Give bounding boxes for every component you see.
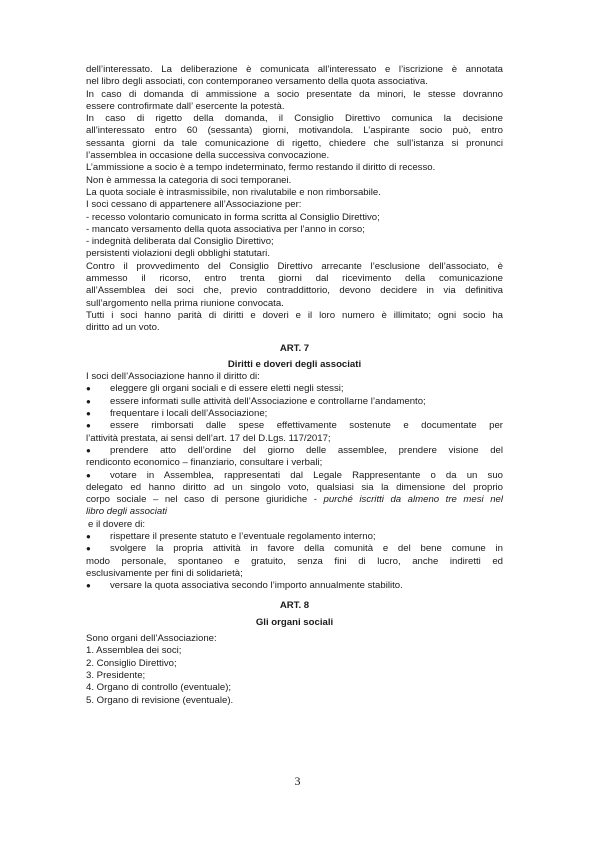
text-line: sessanta giorni da tale comunicazione di rigetto, chiedere che sull’istanza si pronunci [86, 137, 503, 149]
intro-section [86, 64, 503, 335]
list-item-continuation [86, 494, 503, 506]
article-title: Diritti e doveri degli associati [227, 358, 362, 370]
list-item [86, 543, 503, 555]
list-item-text: votare in Assemblea, rappresentati dal Legale Rappresentante o da un suo [110, 469, 503, 481]
list-item [86, 420, 503, 432]
text-line: In caso di rigetto della domanda, il Consiglio Direttivo comunica la decisione [86, 113, 503, 125]
text-line: - mancato versamento della quota associativa per l’anno in corso; [86, 223, 365, 235]
list-item-text: eleggere gli organi sociali e di essere eletti negli stessi; [110, 383, 344, 395]
text-line: - indegnità deliberata dal Consiglio Direttivo; [86, 236, 274, 248]
article-heading: ART. 7 [279, 342, 310, 354]
text-line: L’ammissione a socio è a tempo indeterminato, fermo restando il diritto di recesso. [86, 162, 436, 174]
text-line: Contro il provvedimento del Consiglio Direttivo arrecante l’esclusione dell’associato, è [86, 260, 503, 272]
list-item: 3. Presidente; [86, 669, 146, 681]
text-line: diritto ad un voto. [86, 322, 160, 334]
list-item: 4. Organo di controllo (eventuale); [86, 682, 232, 694]
bullet-dot-icon: ● [86, 384, 91, 394]
list-item-continuation: l’attività prestata, ai sensi dell’art. 17 del D.Lgs. 117/2017; [86, 432, 331, 444]
bullet-dot-icon: ● [86, 531, 91, 541]
list-item-text: frequentare i locali dell’Associazione; [110, 408, 268, 420]
bullet-dot-icon: ● [86, 445, 91, 455]
list-item [86, 531, 503, 543]
page-number: 3 [294, 774, 301, 788]
continuation-italic: purché iscritti da almeno tre mesi nel [323, 494, 503, 506]
text-line: - recesso volontario comunicato in forma scritta al Consiglio Direttivo; [86, 211, 380, 223]
text-line: nel libro degli associati, con contemporaneo versamento della quota associativa. [86, 76, 428, 88]
bullet-dot-icon: ● [86, 409, 91, 419]
duties-intro: e il dovere di: [88, 518, 146, 530]
organs-intro: Sono organi dell’Associazione: [86, 633, 217, 645]
article-7 [86, 343, 503, 593]
text-line: all’Assemblea dei soci che, previo contraddittorio, devono decidere in via definitiva [86, 285, 503, 297]
text-line: La quota sociale è intrasmissibile, non rivalutabile e non rimborsabile. [86, 186, 381, 198]
text-line: Non è ammessa la categoria di soci temporanei. [86, 174, 292, 186]
list-item-text: versare la quota associativa secondo l’importo annualmente stabilito. [110, 580, 403, 592]
list-item: 5. Organo di revisione (eventuale). [86, 694, 234, 706]
text-line: Tutti i soci hanno parità di diritti e doveri e il loro numero è illimitato; ogni socio ha [86, 309, 503, 321]
text-line: sull’argomento nella prima riunione convocata. [86, 297, 284, 309]
list-item: 2. Consiglio Direttivo; [86, 657, 177, 669]
bullet-dot-icon: ● [86, 544, 91, 554]
text-line: essere controfirmate dall’ esercente la potestà. [86, 100, 285, 112]
list-item-continuation: libro degli associati [86, 506, 168, 518]
text-line: all’interessato entro 60 (sessanta) giorni, motivandola. L’aspirante socio può, entro [86, 125, 503, 137]
list-item-continuation: rendiconto economico – finanziario, consultare i verbali; [86, 457, 323, 469]
bullet-dot-icon: ● [86, 421, 91, 431]
bullet-dot-icon: ● [86, 470, 91, 480]
list-item-continuation: esclusivamente per fini di solidarietà; [86, 567, 243, 579]
list-item: 1. Assemblea dei soci; [86, 645, 182, 657]
bullet-dot-icon: ● [86, 581, 91, 591]
text-line: l’assemblea in occasione della successiva convocazione. [86, 150, 330, 162]
list-item-continuation: delegato ed hanno diritto ad un singolo voto, qualsiasi sia la dimensione del proprio [86, 481, 503, 493]
text-line: I soci cessano di appartenere all’Associazione per: [86, 199, 302, 211]
text-line: persistenti violazioni degli obblighi statutari. [86, 248, 270, 260]
text-line: dell’interessato. La deliberazione è comunicata all’interessato e l’iscrizione è annotata [86, 64, 503, 75]
bullet-dot-icon: ● [86, 396, 91, 406]
list-item-text: svolgere la propria attività in favore della comunità e del bene comune in [110, 543, 503, 555]
article-heading: ART. 8 [279, 600, 310, 612]
text-line: In caso di domanda di ammissione a socio presentate da minori, le stesse dovranno [86, 88, 503, 100]
list-item [86, 408, 503, 420]
list-item [86, 383, 503, 395]
list-item [86, 580, 503, 592]
continuation-plain: corpo sociale – nel caso di persone giuridiche - [86, 494, 324, 506]
list-item-continuation: modo personale, spontaneo e gratuito, senza fini di lucro, anche indiretti ed [86, 555, 503, 567]
list-item-text: rispettare il presente statuto e l’eventuale regolamento interno; [110, 530, 376, 542]
text-line: ammesso il ricorso, entro trenta giorni dal ricevimento della comunicazione [86, 273, 503, 285]
list-item [86, 470, 503, 482]
list-item [86, 445, 503, 457]
list-item [86, 396, 503, 408]
rights-intro: I soci dell’Associazione hanno il diritto di: [86, 371, 260, 383]
article-title: Gli organi sociali [255, 616, 334, 628]
list-item-text: essere rimborsati dalle spese effettivamente sostenute e documentate per [110, 420, 503, 432]
list-item-text: essere informati sulle attività dell’Associazione e controllarne l’andamento; [110, 395, 426, 407]
article-8 [86, 600, 503, 706]
list-item-text: prendere atto dell’ordine del giorno delle assemblee, prendere visione del [110, 444, 503, 456]
